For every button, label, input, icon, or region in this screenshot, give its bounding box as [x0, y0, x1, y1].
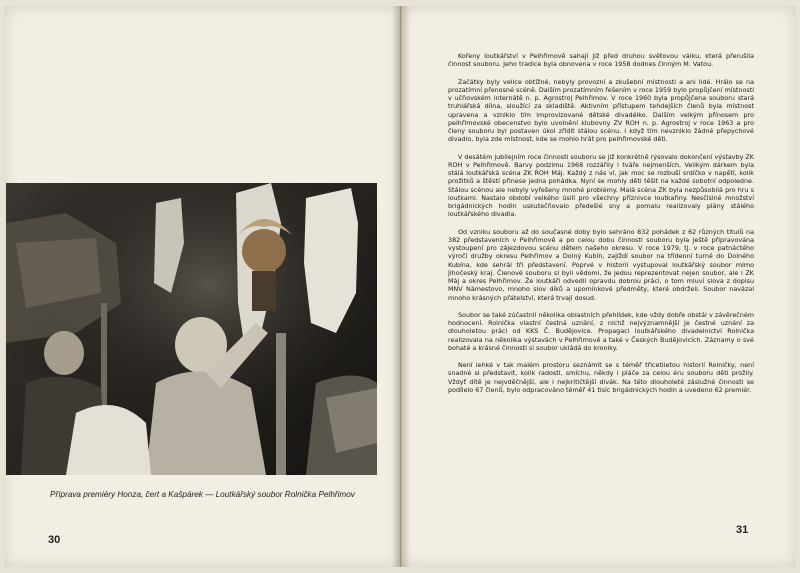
puppet-theatre-photo — [6, 183, 377, 475]
paragraph: Kořeny loutkářství v Pelhřimově sahají již před druhou světovou válku, která přerušila činnost souboru. Jeho tradice byla obnovena v roce 1958 dodnes činným M. Vatou. — [448, 52, 754, 69]
paragraph: Není lehké v tak malém prostoru seznámit se s téměř třicetiletou historií Rolničky, není snadné si představit, kolik radosti, smíchu, někdy i pláče za celou éru souboru děti prožily. Vždyť dítě je nejvděčnější, ale i nejkritičtější divák. Na této dlouholeté záslužné činnosti se podílelo 67 členů, bylo odpracováno téměř 41 tisíc brigádnických hodin a uvedeno 62 premiér. — [448, 361, 754, 394]
article-text — [448, 52, 754, 403]
photo-drawing — [6, 183, 377, 475]
paragraph: Soubor se také zúčastnil několika oblastních přehlídek, kde vždy dobře obstál v závěrečném hodnocení. Rolnička vlastní čestná uznání, z nichž nejvýznamnější je čestné uznání za dlouholetou práci od KKS Č. Budějovice. Propagaci loutkářského divadelnictví Rolnička realizovala na několika výstavách v Pelhřimově a také v Českých Budějovicích. Záznamy o své bohaté a krásné činnosti si soubor ukládá do kroniky. — [448, 310, 754, 352]
page-number-right: 31 — [736, 524, 749, 536]
paragraph: Začátky byly velice obtížné, nebyly provozní a zkušební místnosti a ani lidé. Hrálo se na prozatímní přenosné scéně. Dalším prozatímním řešením v roce 1959 bylo propůjčení místnosti v učňovském internátě n. p. Agrostroj Pelhřimov. V roce 1960 byla propůjčena souboru stará truhlářská dílna, sloužící za skladiště. Aktivním přístupem tehdejších členů byla místnost upravena a vzniklo tím improvizované dětské divadélko. Dalším velkým přínosem pro pelhřimovské obecenstvo bylo uvolnění klubovny ZV ROH n. p. Agrostroj v roce 1963 a pro členy souboru byl postaven úkol zřídit stálou scénu. I když tím nevzniklo žádné přepychové divadlo, byla zde místnost, kde se mohlo hrát pro pelhřimovské děti. — [448, 77, 754, 144]
photo-caption: Příprava premiéry Honza, čert a Kašpárek — Loutkářský soubor Rolnička Pelhřimov — [50, 490, 355, 499]
page-number-left: 30 — [48, 534, 61, 546]
paragraph: V desátém jubilejním roce činnosti souboru se již konkrétně rýsovalo dokončení výstavby ZK ROH v Pelhřimově. Barvy podzimu 1968 rozzářily i tváře nejmenších. Velikým dárkem byla stálá loutkářská scéna ZK ROH Máj. Každý z nás ví, jak moc se rozbuší srdíčko v napětí, kolik prožitků a štěstí přinese jedna pohádka. Nyní se mohly děti těšit na každé sobotní odpoledne. Stálou scénou ale nebyly vyřešeny mnohé problémy. Malá scéna ZK byla nezpůsobilá pro hru s loutkami. Nastalo období velkého úsilí pro všechny příznivce loutkařiny. Nesčíslné množství brigádnických hodin uskutečňovalo předešlé sny a pomalu realizovaly plány stálého loutkářského divadla. — [448, 152, 754, 219]
paragraph: Od vzniku souboru až do současné doby bylo sehráno 832 pohádek z 62 různých titulů na 382 představeních v Pelhřimově a po celou dobu činnosti souboru byla ještě připravována vystoupení pro zájezdovou scénu dětem našeho okresu. V roce 1979, tj. v roce patnáctého výročí družby okresu Pelhřimov a Dolný Kubín, zajíždí soubor na třídenní turné do Dolného Kubína, kde sehrál tři představení. Poprvé v historii vystupoval loutkářský soubor mimo Jihočeský kraj. Členové souboru si byli vědomi, že jedou reprezentovat nejen soubor, ale i ZK Máj a okres Pelhřimov. Že loutkáři odvedli opravdu dobrou práci, o tom mluví slova z dopisu MNV Námestovo, mnoho slov díků a upomínkové předměty, které obdrželi. Soubor navázal mnoho krásných přátelství, která trvají dosud. — [448, 227, 754, 302]
book-gutter — [392, 6, 410, 567]
